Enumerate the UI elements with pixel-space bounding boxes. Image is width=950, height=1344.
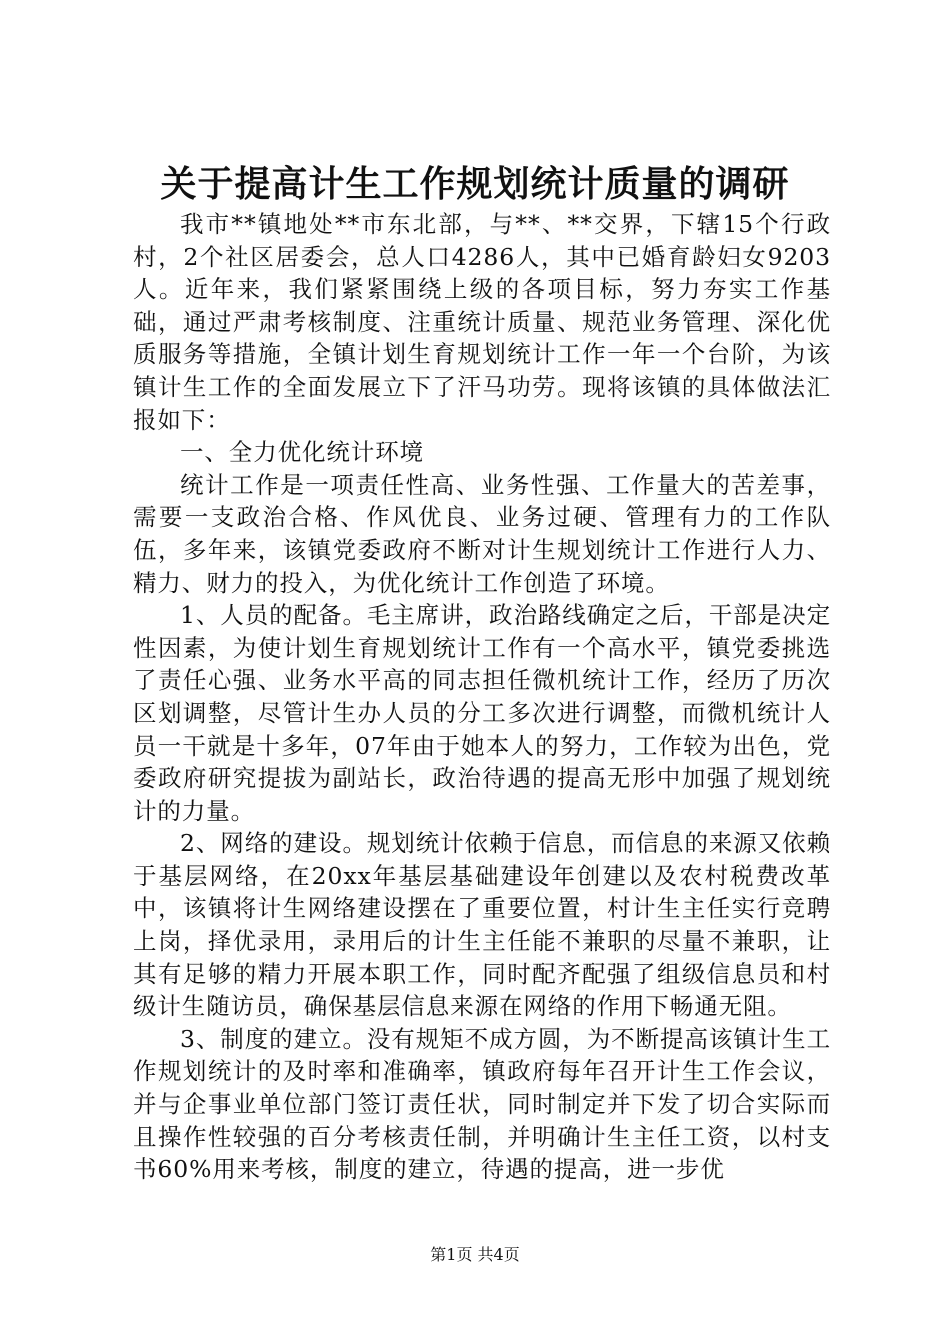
paragraph-network: 2、网络的建设。规划统计依赖于信息，而信息的来源又依赖于基层网络，在20xx年基层基础建设年创建以及农村税费改革中，该镇将计生网络建设摆在了重要位置，村计生主任实行竞聘上岗，择优录用，录用后的计生主任能不兼职的尽量不兼职，让其有足够的精力开展本职工作，同时配齐配强了组级信息员和村级计生随访员，确保基层信息来源在网络的作用下畅通无阻。 (133, 829, 831, 1021)
document-body (133, 208, 831, 1186)
document-title: 关于提高计生工作规划统计质量的调研 (160, 163, 790, 205)
paragraph-section-1: 统计工作是一项责任性高、业务性强、工作量大的苦差事，需要一支政治合格、作风优良、业务过硬、管理有力的工作队伍，多年来，该镇党委政府不断对计生规划统计工作进行人力、精力、财力的投入，为优化统计工作创造了环境。 (133, 470, 831, 597)
paragraph-intro: 我市**镇地处**市东北部，与**、**交界，下辖15个行政村，2个社区居委会，总人口4286人，其中已婚育龄妇女9203人。近年来，我们紧紧围绕上级的各项目标，努力夯实工作基础，通过严肃考核制度、注重统计质量、规范业务管理、深化优质服务等措施，全镇计划生育规划统计工作一年一个台阶，为该镇计生工作的全面发展立下了汗马功劳。现将该镇的具体做法汇报如下： (133, 210, 831, 434)
paragraph-system: 3、制度的建立。没有规矩不成方圆，为不断提高该镇计生工作规划统计的及时率和准确率，镇政府每年召开计生工作会议，并与企事业单位部门签订责任状，同时制定并下发了切合实际而且操作性较强的百分考核责任制，并明确计生主任工资，以村支书60%用来考核，制度的建立，待遇的提高，进一步优 (133, 1024, 831, 1184)
section-heading-1: 一、全力优化统计环境 (180, 438, 424, 467)
page-footer: 第1页 共4页 (430, 1245, 520, 1264)
paragraph-staffing: 1、人员的配备。毛主席讲，政治路线确定之后，干部是决定性因素，为使计划生育规划统计工作有一个高水平，镇党委挑选了责任心强、业务水平高的同志担任微机统计工作，经历了历次区划调整，尽管计生办人员的分工多次进行调整，而微机统计人员一干就是十多年，07年由于她本人的努力，工作较为出色，党委政府研究提拔为副站长，政治待遇的提高无形中加强了规划统计的力量。 (133, 601, 831, 825)
